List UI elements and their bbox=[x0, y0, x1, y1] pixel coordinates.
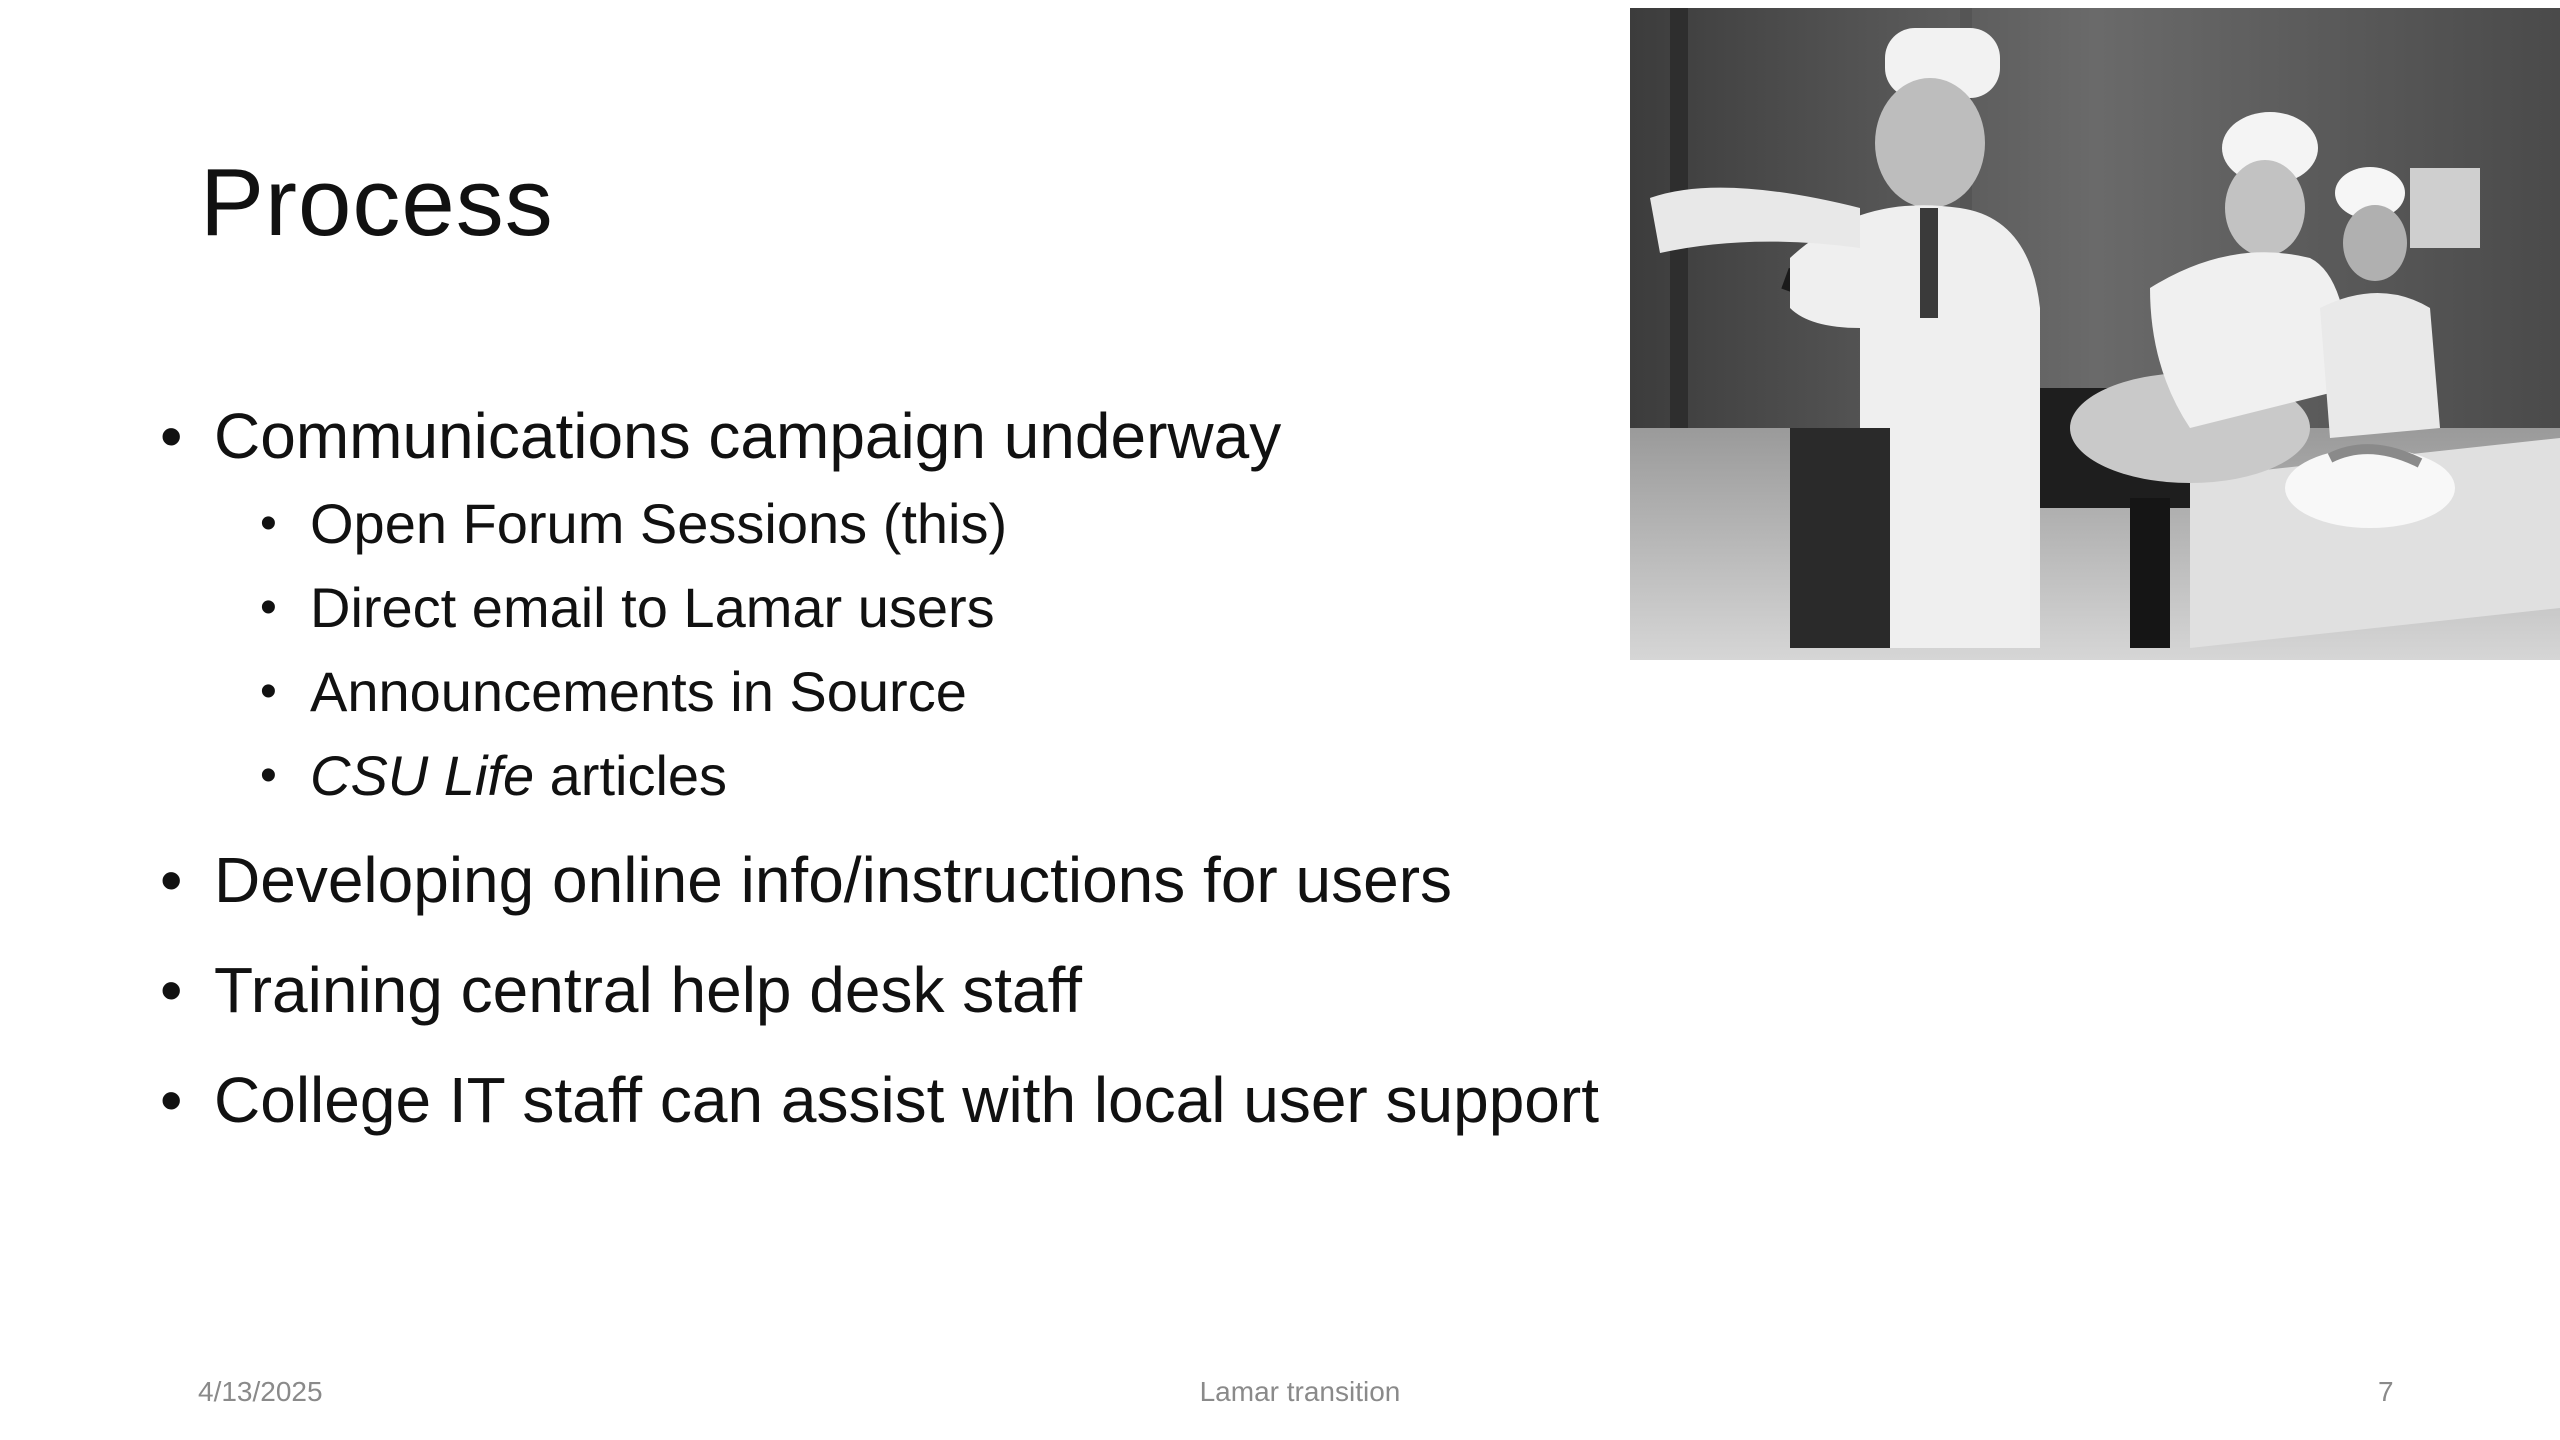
sub-bullet-list bbox=[160, 482, 1760, 818]
sub-bullet-text: Announcements in Source bbox=[310, 660, 967, 723]
bullet-glyph: • bbox=[160, 844, 183, 916]
bullet-text: Developing online info/instructions for users bbox=[214, 844, 1452, 916]
bullet-text: College IT staff can assist with local user support bbox=[214, 1064, 1599, 1136]
sub-bullet-item bbox=[160, 566, 1760, 650]
photo-image bbox=[1630, 8, 2560, 660]
footer-title: Lamar transition bbox=[1199, 1376, 1401, 1407]
sub-bullet-text: Direct email to Lamar users bbox=[310, 576, 995, 639]
sub-bullet-glyph: • bbox=[260, 497, 277, 550]
bullet-glyph: • bbox=[160, 1064, 183, 1136]
sub-bullet-glyph: • bbox=[260, 665, 277, 718]
sub-bullet-text: articles bbox=[534, 744, 728, 807]
page-number: 7 bbox=[2378, 1376, 2394, 1407]
bullet-list bbox=[160, 390, 1760, 1146]
bullet-item bbox=[160, 1054, 1760, 1146]
bullet-glyph: • bbox=[160, 400, 183, 472]
sub-bullet-item bbox=[160, 650, 1760, 734]
bullet-item bbox=[160, 944, 1760, 1036]
slide-title: Process bbox=[200, 149, 554, 256]
bullet-item bbox=[160, 834, 1760, 926]
sub-bullet-group bbox=[160, 482, 1760, 818]
sub-bullet-glyph: • bbox=[260, 749, 277, 802]
spacer bbox=[160, 1036, 1760, 1054]
sub-bullet-text: Open Forum Sessions (this) bbox=[310, 492, 1008, 555]
bullet-item bbox=[160, 390, 1760, 482]
sub-bullet-item bbox=[160, 482, 1760, 566]
footer-date: 4/13/2025 bbox=[198, 1376, 323, 1407]
spacer bbox=[160, 926, 1760, 944]
publication-name: CSU Life bbox=[310, 744, 535, 807]
sub-bullet-item bbox=[160, 734, 1760, 818]
sub-bullet-glyph: • bbox=[260, 581, 277, 634]
photo-icon bbox=[1630, 8, 2560, 660]
bullet-glyph: • bbox=[160, 954, 183, 1026]
bullet-text: Communications campaign underway bbox=[214, 400, 1282, 472]
bullet-text: Training central help desk staff bbox=[214, 954, 1083, 1026]
